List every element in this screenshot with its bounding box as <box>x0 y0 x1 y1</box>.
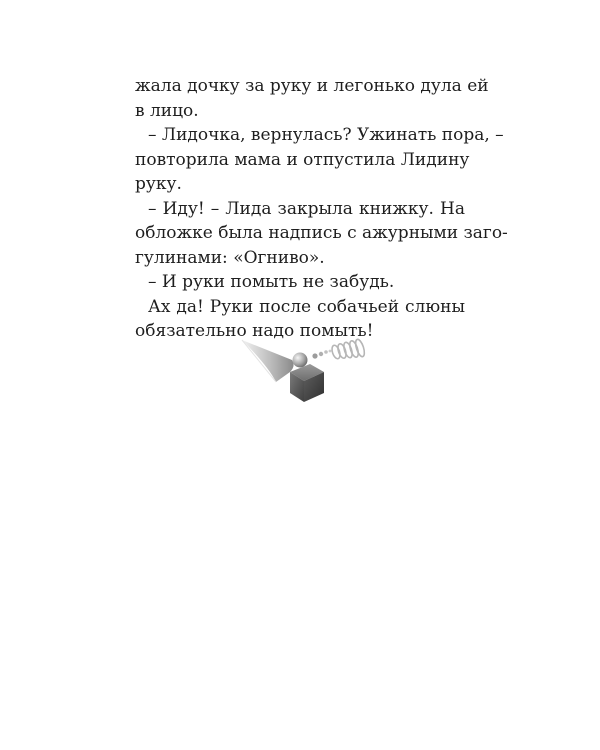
text-line: – Лидочка, вернулась? Ужинать пора, – <box>148 125 504 145</box>
text-line: в лицо. <box>135 100 199 121</box>
horn-box-spring-ornament-icon <box>240 336 368 408</box>
text-line: – И руки помыть не забудь. <box>148 272 395 292</box>
text-line: обложке была надпись с ажурными заго- <box>135 223 508 243</box>
body-text <box>135 74 508 344</box>
text-line: обязательно надо помыть! <box>135 321 374 341</box>
text-line: жала дочку за руку и легонько дула ей <box>135 76 489 96</box>
text-line: – Иду! – Лида закрыла книжку. На <box>148 198 465 219</box>
text-line: повторила мама и отпустила Лидину <box>135 149 470 170</box>
text-line: Ах да! Руки после собачьей слюны <box>148 296 465 317</box>
text-line: гулинами: «Огниво». <box>135 247 325 268</box>
text-line: руку. <box>135 174 182 194</box>
